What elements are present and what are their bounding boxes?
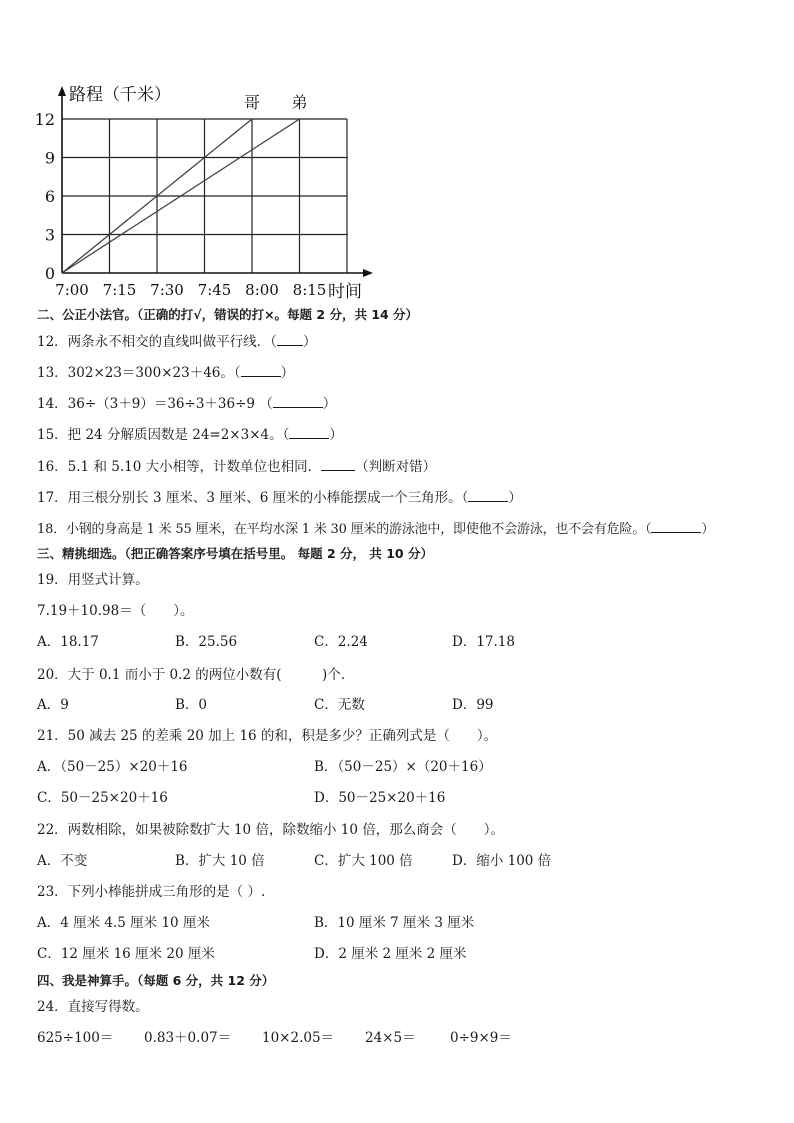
- answer-blank-13[interactable]: [241, 363, 281, 377]
- q20-option-c[interactable]: C．无数: [314, 697, 365, 713]
- question-19-expression: 7.19＋10.98＝（ ）。: [37, 603, 194, 619]
- x-tick-label: 7:15: [102, 281, 137, 299]
- question-13: [37, 363, 294, 382]
- series-label-younger-brother: 弟: [291, 93, 308, 112]
- q21-option-c[interactable]: C．50－25×20＋16: [37, 790, 168, 806]
- y-axis-label: 路程（千米）: [69, 85, 171, 105]
- question-13-text: 13．302×23＝300×23＋46。（: [37, 365, 241, 381]
- q19-option-b[interactable]: B．25.56: [175, 634, 238, 650]
- question-17: [37, 488, 522, 507]
- q19-option-c[interactable]: C．2.24: [314, 634, 368, 650]
- q23-option-a[interactable]: A．4 厘米 4.5 厘米 10 厘米: [37, 915, 210, 931]
- answer-blank-15[interactable]: [289, 425, 329, 439]
- x-tick-label: 8:00: [245, 281, 279, 299]
- question-12: [37, 332, 316, 351]
- answer-blank-18[interactable]: [651, 519, 701, 533]
- q20-option-b[interactable]: B．0: [175, 697, 208, 713]
- question-15-text: 15．把 24 分解质因数是 24=2×3×4。（: [37, 427, 290, 443]
- q23-option-d[interactable]: D．2 厘米 2 厘米 2 厘米: [314, 946, 467, 962]
- question-15-close: ）: [329, 427, 343, 443]
- q22-option-c[interactable]: C．扩大 100 倍: [314, 853, 413, 869]
- question-24: 24．直接写得数。: [37, 999, 149, 1015]
- x-tick-label: 7:45: [197, 281, 232, 299]
- answer-blank-16[interactable]: [321, 457, 355, 471]
- q19-option-a[interactable]: A．18.17: [37, 634, 99, 650]
- question-18-close: ）: [701, 522, 715, 537]
- question-18: [37, 519, 714, 539]
- question-16: [37, 457, 436, 476]
- series-label-older-brother: 哥: [243, 93, 261, 112]
- question-14: [37, 394, 336, 413]
- q22-option-b[interactable]: B．扩大 10 倍: [175, 853, 265, 869]
- q21-option-d[interactable]: D．50－25×20＋16: [314, 790, 446, 806]
- question-21: 21．50 减去 25 的差乘 20 加上 16 的和，积是多少？正确列式是（ ）。: [37, 728, 498, 744]
- y-tick-label: 12: [34, 110, 55, 129]
- q22-option-a[interactable]: A．不变: [37, 853, 88, 869]
- section-2-title: 二、公正小法官。（正确的打√，错误的打×。每题 2 分，共 14 分）: [37, 307, 419, 322]
- question-14-text: 14．36÷（3＋9）＝36÷3＋36÷9 （: [37, 396, 273, 412]
- q22-option-d[interactable]: D．缩小 100 倍: [452, 853, 552, 869]
- y-tick-label: 9: [44, 148, 55, 168]
- q20-option-d[interactable]: D．99: [452, 697, 494, 713]
- x-tick-label: 8:15: [292, 281, 327, 299]
- question-20: 20．大于 0.1 而小于 0.2 的两位小数有( )个.: [37, 667, 346, 683]
- section-3-title: 三、精挑细选。（把正确答案序号填在括号里。 每题 2 分， 共 10 分）: [37, 546, 433, 561]
- q21-option-a[interactable]: A．（50－25）×20＋16: [37, 759, 188, 775]
- question-12-close: ）: [302, 334, 317, 350]
- question-19: 19．用竖式计算。: [37, 572, 149, 588]
- x-tick-label: 7:30: [150, 281, 184, 299]
- answer-blank-14[interactable]: [273, 394, 323, 408]
- question-14-close: ）: [322, 396, 337, 412]
- x-tick-label: 7:00: [55, 281, 89, 299]
- calc-item-5: 0÷9×9＝: [450, 1030, 512, 1046]
- question-18-text: 18．小钢的身高是 1 米 55 厘米，在平均水深 1 米 30 厘米的游泳池中，即使他不会游泳，也不会有危险。（: [37, 522, 652, 537]
- calc-item-3: 10×2.05＝: [262, 1030, 335, 1046]
- question-23: 23．下列小棒能拼成三角形的是（ ）.: [37, 884, 266, 900]
- question-15: [37, 425, 343, 444]
- calc-item-4: 24×5＝: [365, 1030, 416, 1046]
- q23-option-b[interactable]: B．10 厘米 7 厘米 3 厘米: [314, 915, 475, 931]
- section-4-title: 四、我是神算手。（每题 6 分，共 12 分）: [37, 973, 275, 988]
- question-17-close: ）: [508, 490, 522, 506]
- x-axis-arrow: [363, 269, 373, 277]
- q20-option-a[interactable]: A．9: [37, 697, 69, 713]
- q23-option-c[interactable]: C．12 厘米 16 厘米 20 厘米: [37, 946, 215, 962]
- y-tick-label: 3: [44, 225, 55, 245]
- answer-blank-17[interactable]: [468, 488, 508, 502]
- distance-time-chart: [0, 0, 794, 310]
- q21-option-b[interactable]: B．（50－25）×（20＋16）: [314, 759, 492, 775]
- question-22: 22．两数相除，如果被除数扩大 10 倍，除数缩小 10 倍，那么商会（ ）。: [37, 822, 504, 838]
- calc-item-1: 625÷100＝: [37, 1030, 114, 1046]
- y-axis-arrow: [58, 86, 66, 96]
- answer-blank-12[interactable]: [277, 332, 303, 346]
- calc-item-2: 0.83＋0.07＝: [144, 1030, 232, 1046]
- question-17-text: 17．用三根分别长 3 厘米、3 厘米、6 厘米的小棒能摆成一个三角形。（: [37, 490, 469, 506]
- question-16-suffix: （判断对错）: [355, 459, 437, 475]
- question-13-close: ）: [280, 365, 295, 381]
- y-tick-label: 0: [44, 264, 55, 283]
- x-axis-label: 时间: [328, 282, 362, 302]
- question-12-text: 12．两条永不相交的直线叫做平行线．（: [37, 334, 277, 350]
- y-tick-label: 6: [44, 187, 55, 206]
- question-16-text: 16．5.1 和 5.10 大小相等，计数单位也相同．: [37, 459, 322, 475]
- q19-option-d[interactable]: D．17.18: [452, 634, 515, 650]
